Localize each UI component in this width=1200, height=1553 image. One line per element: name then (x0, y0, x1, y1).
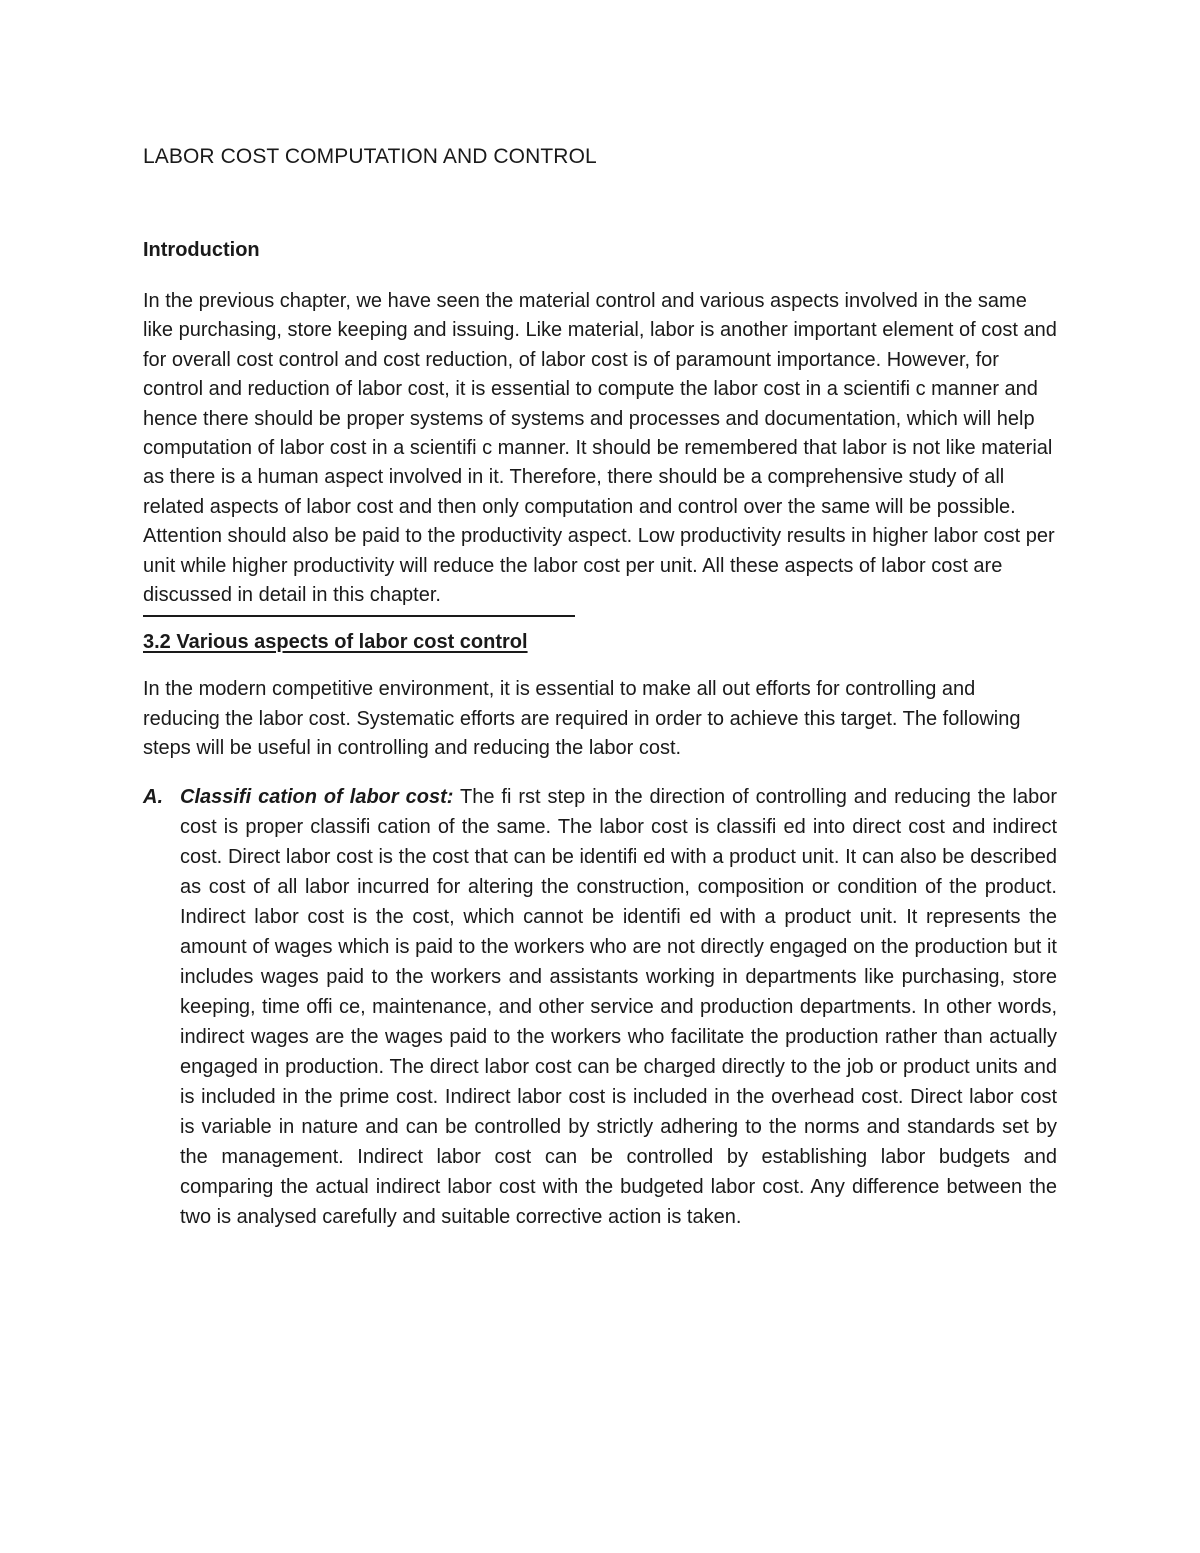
document-page (143, 142, 1057, 1232)
list-item-a (143, 782, 1057, 1232)
section-divider (143, 615, 575, 617)
list-marker: A. (143, 785, 163, 808)
introduction-heading: Introduction (143, 239, 260, 261)
section-3-2-paragraph: In the modern competitive environment, it is essential to make all out efforts for controlling and reducing the labor cost. Systematic efforts are required in order to achieve this target. The following steps will be useful in controlling and reducing the labor cost. (143, 678, 1021, 760)
introduction-paragraph: In the previous chapter, we have seen the material control and various aspects involved in the same like purchasing, store keeping and issuing. Like material, labor is another important element of cost and for overall cost control and cost reduction, of labor cost is of paramount importance. However, for control and reduction of labor cost, it is essential to compute the labor cost in a scientifi c manner and hence there should be proper systems of systems and processes and documentation, which will help computation of labor cost in a scientifi c manner. It should be remembered that labor is not like material as there is a human aspect involved in it. Therefore, there should be a comprehensive study of all related aspects of labor cost and then only computation and control over the same will be possible. Attention should also be paid to the productivity aspect. Low productivity results in higher labor cost per unit while higher productivity will reduce the labor cost per unit. All these aspects of labor cost are discussed in detail in this chapter. (143, 290, 1057, 607)
list-item-text: The fi rst step in the direction of controlling and reducing the labor cost is proper classifi cation of the same. The labor cost is classifi ed into direct cost and indirect cost. Direct labor cost is the cost that can be identifi ed with a product unit. It can also be described as cost of all labor incurred for altering the construction, composition or condition of the product. Indirect labor cost is the cost, which cannot be identifi ed with a product unit. It represents the amount of wages which is paid to the workers who are not directly engaged on the production but it includes wages paid to the workers and assistants working in departments like purchasing, store keeping, time offi ce, maintenance, and other service and production departments. In other words, indirect wages are the wages paid to the workers who facilitate the production rather than actually engaged in production. The direct labor cost can be charged directly to the job or product units and is included in the prime cost. Indirect labor cost is included in the overhead cost. Direct labor cost is variable in nature and can be controlled by strictly adhering to the norms and standards set by the management. Indirect labor cost can be controlled by establishing labor budgets and comparing the actual indirect labor cost with the budgeted labor cost. Any difference between the two is analysed carefully and suitable corrective action is taken. (180, 785, 1057, 1228)
document-title: LABOR COST COMPUTATION AND CONTROL (143, 145, 597, 168)
list-term: Classifi cation of labor cost: (180, 785, 454, 808)
section-3-2-heading: 3.2 Various aspects of labor cost control (143, 631, 528, 654)
